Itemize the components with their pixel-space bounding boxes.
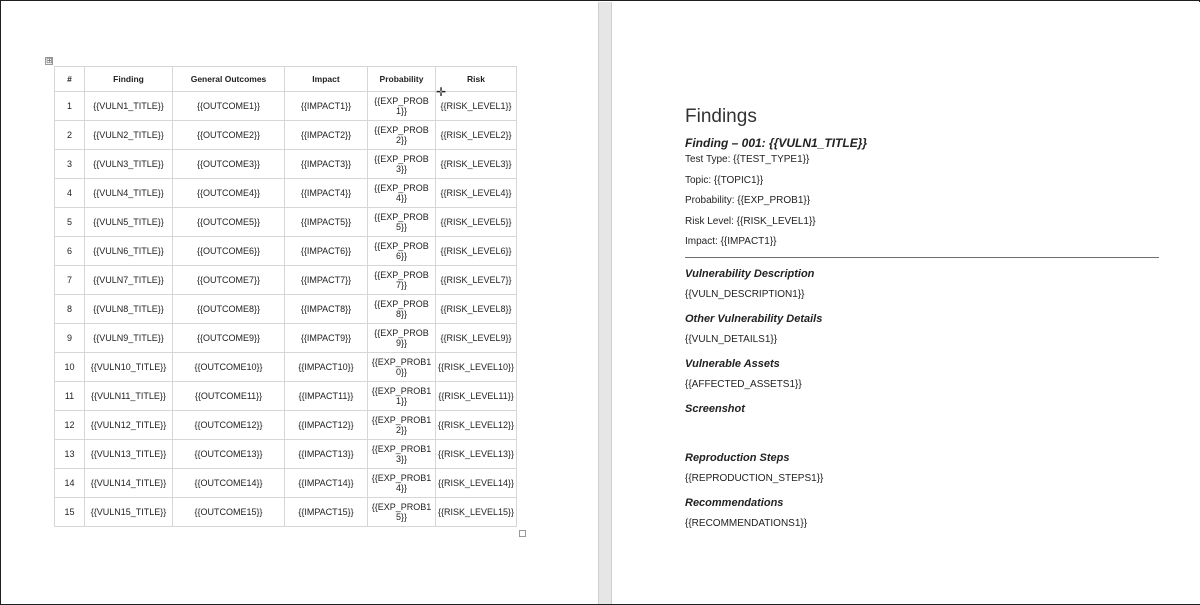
cell-num[interactable]: 14 [55, 469, 85, 498]
cell-risk[interactable]: {{RISK_LEVEL15}} [436, 498, 517, 527]
cell-outcome[interactable]: {{OUTCOME7}} [173, 266, 285, 295]
divider [685, 257, 1159, 258]
cell-finding[interactable]: {{VULN7_TITLE}} [85, 266, 173, 295]
cell-finding[interactable]: {{VULN14_TITLE}} [85, 469, 173, 498]
cell-risk[interactable]: {{RISK_LEVEL1}} [436, 92, 517, 121]
cell-impact[interactable]: {{IMPACT15}} [285, 498, 368, 527]
recommendations-title: Recommendations [685, 496, 784, 509]
table-row[interactable] [55, 179, 517, 208]
header-general-outcomes: General Outcomes [173, 67, 285, 92]
cell-risk[interactable]: {{RISK_LEVEL9}} [436, 324, 517, 353]
cell-impact[interactable]: {{IMPACT5}} [285, 208, 368, 237]
cell-probability[interactable]: {{EXP_PROB7}} [368, 266, 436, 295]
cell-outcome[interactable]: {{OUTCOME11}} [173, 382, 285, 411]
vulnerable-assets-title: Vulnerable Assets [685, 357, 780, 370]
cell-probability[interactable]: {{EXP_PROB2}} [368, 121, 436, 150]
cell-probability[interactable]: {{EXP_PROB4}} [368, 179, 436, 208]
cell-probability[interactable]: {{EXP_PROB3}} [368, 150, 436, 179]
cell-impact[interactable]: {{IMPACT3}} [285, 150, 368, 179]
cell-outcome[interactable]: {{OUTCOME10}} [173, 353, 285, 382]
probability-line: Probability: {{EXP_PROB1}} [685, 195, 811, 206]
cell-finding[interactable]: {{VULN12_TITLE}} [85, 411, 173, 440]
cell-outcome[interactable]: {{OUTCOME9}} [173, 324, 285, 353]
page-separator [598, 2, 612, 604]
cell-risk[interactable]: {{RISK_LEVEL14}} [436, 469, 517, 498]
table-row[interactable] [55, 353, 517, 382]
finding-detail [685, 106, 1159, 542]
screenshot-title: Screenshot [685, 402, 745, 415]
cell-num[interactable]: 10 [55, 353, 85, 382]
cell-probability[interactable]: {{EXP_PROB15}} [368, 498, 436, 527]
cell-finding[interactable]: {{VULN15_TITLE}} [85, 498, 173, 527]
cell-risk[interactable]: {{RISK_LEVEL13}} [436, 440, 517, 469]
header-finding: Finding [85, 67, 173, 92]
cell-outcome[interactable]: {{OUTCOME12}} [173, 411, 285, 440]
cell-finding[interactable]: {{VULN10_TITLE}} [85, 353, 173, 382]
cell-probability[interactable]: {{EXP_PROB10}} [368, 353, 436, 382]
cell-impact[interactable]: {{IMPACT7}} [285, 266, 368, 295]
cell-outcome[interactable]: {{OUTCOME5}} [173, 208, 285, 237]
table-body [55, 92, 517, 527]
cell-num[interactable]: 11 [55, 382, 85, 411]
other-details-body: {{VULN_DETAILS1}} [685, 333, 778, 345]
cell-finding[interactable]: {{VULN2_TITLE}} [85, 121, 173, 150]
table-row[interactable] [55, 150, 517, 179]
page-title: Findings [685, 106, 757, 127]
topic-line: Topic: {{TOPIC1}} [685, 174, 764, 186]
cell-probability[interactable]: {{EXP_PROB14}} [368, 469, 436, 498]
cell-risk[interactable]: {{RISK_LEVEL8}} [436, 295, 517, 324]
cell-impact[interactable]: {{IMPACT10}} [285, 353, 368, 382]
cell-outcome[interactable]: {{OUTCOME2}} [173, 121, 285, 150]
move-cursor-icon: ✛ [436, 85, 447, 99]
table-row[interactable] [55, 382, 517, 411]
table-row[interactable] [55, 121, 517, 150]
cell-outcome[interactable]: {{OUTCOME13}} [173, 440, 285, 469]
vuln-description-title: Vulnerability Description [685, 267, 815, 280]
cell-num[interactable]: 8 [55, 295, 85, 324]
cell-probability[interactable]: {{EXP_PROB6}} [368, 237, 436, 266]
cell-finding[interactable]: {{VULN11_TITLE}} [85, 382, 173, 411]
cell-impact[interactable]: {{IMPACT1}} [285, 92, 368, 121]
right-page[interactable] [612, 2, 1200, 604]
cell-risk[interactable]: {{RISK_LEVEL11}} [436, 382, 517, 411]
findings-summary-table[interactable] [54, 66, 517, 527]
test-type-line: Test Type: {{TEST_TYPE1}} [685, 154, 810, 165]
cell-risk[interactable]: {{RISK_LEVEL4}} [436, 179, 517, 208]
cell-impact[interactable]: {{IMPACT13}} [285, 440, 368, 469]
vuln-description-body: {{VULN_DESCRIPTION1}} [685, 288, 805, 300]
reproduction-steps-title: Reproduction Steps [685, 451, 790, 464]
risk-level-line: Risk Level: {{RISK_LEVEL1}} [685, 215, 816, 227]
cell-finding[interactable]: {{VULN6_TITLE}} [85, 237, 173, 266]
cell-impact[interactable]: {{IMPACT4}} [285, 179, 368, 208]
cell-finding[interactable]: {{VULN4_TITLE}} [85, 179, 173, 208]
cell-outcome[interactable]: {{OUTCOME14}} [173, 469, 285, 498]
cell-outcome[interactable]: {{OUTCOME3}} [173, 150, 285, 179]
cell-probability[interactable]: {{EXP_PROB1}} [368, 92, 436, 121]
cell-num[interactable]: 3 [55, 150, 85, 179]
cell-risk[interactable]: {{RISK_LEVEL5}} [436, 208, 517, 237]
header-impact: Impact [285, 67, 368, 92]
table-row[interactable] [55, 440, 517, 469]
cell-probability[interactable]: {{EXP_PROB12}} [368, 411, 436, 440]
cell-probability[interactable]: {{EXP_PROB13}} [368, 440, 436, 469]
other-details-title: Other Vulnerability Details [685, 312, 823, 325]
cell-impact[interactable]: {{IMPACT8}} [285, 295, 368, 324]
cell-impact[interactable]: {{IMPACT14}} [285, 469, 368, 498]
screenshot-placeholder [685, 424, 1159, 452]
table-row[interactable] [55, 411, 517, 440]
table-row[interactable] [55, 266, 517, 295]
cell-probability[interactable]: {{EXP_PROB9}} [368, 324, 436, 353]
table-row[interactable] [55, 295, 517, 324]
cell-num[interactable]: 12 [55, 411, 85, 440]
cell-outcome[interactable]: {{OUTCOME15}} [173, 498, 285, 527]
header-num: # [55, 67, 85, 92]
cell-finding[interactable]: {{VULN13_TITLE}} [85, 440, 173, 469]
table-resize-handle-icon[interactable] [519, 530, 526, 537]
cell-num[interactable]: 1 [55, 92, 85, 121]
cell-probability[interactable]: {{EXP_PROB5}} [368, 208, 436, 237]
table-row[interactable] [55, 208, 517, 237]
left-page[interactable] [2, 2, 598, 604]
cell-outcome[interactable]: {{OUTCOME6}} [173, 237, 285, 266]
cell-probability[interactable]: {{EXP_PROB8}} [368, 295, 436, 324]
header-risk: Risk [436, 67, 517, 92]
cell-finding[interactable]: {{VULN9_TITLE}} [85, 324, 173, 353]
cell-impact[interactable]: {{IMPACT12}} [285, 411, 368, 440]
table-move-handle-icon[interactable]: ⊞ [46, 56, 53, 65]
cell-impact[interactable]: {{IMPACT11}} [285, 382, 368, 411]
finding-title: Finding – 001: {{VULN1_TITLE}} [685, 136, 868, 150]
cell-num[interactable]: 4 [55, 179, 85, 208]
cell-impact[interactable]: {{IMPACT6}} [285, 237, 368, 266]
header-probability: Probability [368, 67, 436, 92]
table-row[interactable] [55, 498, 517, 527]
table-row[interactable] [55, 469, 517, 498]
cell-risk[interactable]: {{RISK_LEVEL7}} [436, 266, 517, 295]
cell-risk[interactable]: {{RISK_LEVEL3}} [436, 150, 517, 179]
table-row[interactable] [55, 324, 517, 353]
cell-num[interactable]: 15 [55, 498, 85, 527]
cell-probability[interactable]: {{EXP_PROB11}} [368, 382, 436, 411]
cell-finding[interactable]: {{VULN8_TITLE}} [85, 295, 173, 324]
cell-num[interactable]: 6 [55, 237, 85, 266]
cell-finding[interactable]: {{VULN1_TITLE}} [85, 92, 173, 121]
cell-risk[interactable]: {{RISK_LEVEL2}} [436, 121, 517, 150]
cell-finding[interactable]: {{VULN3_TITLE}} [85, 150, 173, 179]
cell-num[interactable]: 5 [55, 208, 85, 237]
reproduction-steps-body: {{REPRODUCTION_STEPS1}} [685, 472, 824, 484]
cell-risk[interactable]: {{RISK_LEVEL10}} [436, 353, 517, 382]
cell-num[interactable]: 7 [55, 266, 85, 295]
recommendations-body: {{RECOMMENDATIONS1}} [685, 517, 808, 529]
table-row[interactable] [55, 237, 517, 266]
impact-line: Impact: {{IMPACT1}} [685, 236, 777, 247]
cell-finding[interactable]: {{VULN5_TITLE}} [85, 208, 173, 237]
cell-num[interactable]: 2 [55, 121, 85, 150]
cell-impact[interactable]: {{IMPACT2}} [285, 121, 368, 150]
vulnerable-assets-body: {{AFFECTED_ASSETS1}} [685, 378, 802, 390]
cell-num[interactable]: 13 [55, 440, 85, 469]
cell-impact[interactable]: {{IMPACT9}} [285, 324, 368, 353]
cell-outcome[interactable]: {{OUTCOME4}} [173, 179, 285, 208]
cell-outcome[interactable]: {{OUTCOME8}} [173, 295, 285, 324]
cell-risk[interactable]: {{RISK_LEVEL6}} [436, 237, 517, 266]
cell-num[interactable]: 9 [55, 324, 85, 353]
cell-risk[interactable]: {{RISK_LEVEL12}} [436, 411, 517, 440]
cell-outcome[interactable]: {{OUTCOME1}} [173, 92, 285, 121]
